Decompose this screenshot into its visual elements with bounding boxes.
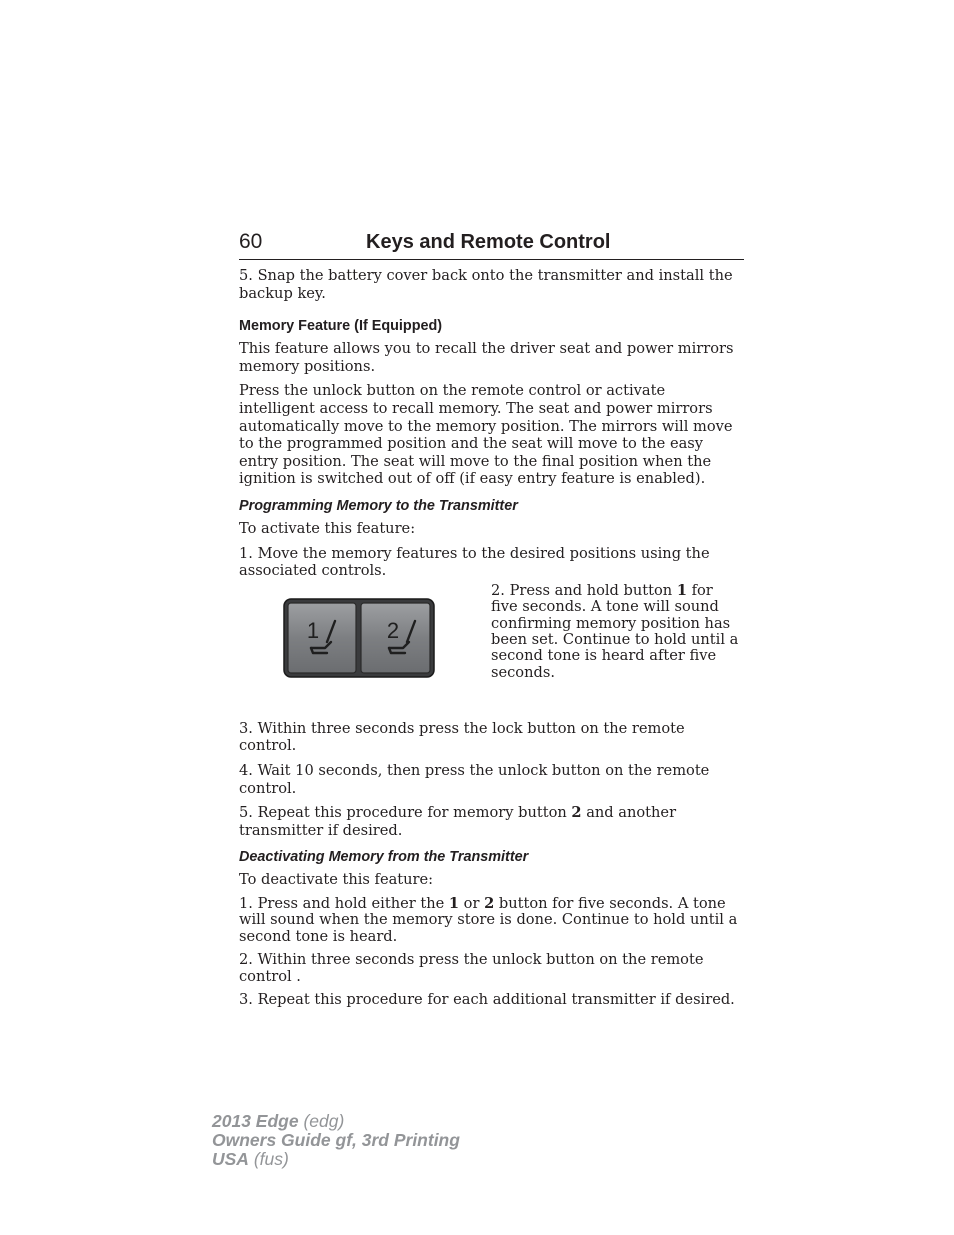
programming-step-2-button-number: 1 <box>676 581 687 599</box>
deactivating-step-1-or: or <box>459 894 485 912</box>
deactivating-step-3: 3. Repeat this procedure for each additional transmitter if desired. <box>239 990 735 1008</box>
programming-figure-row <box>239 580 744 714</box>
deactivating-step-1 <box>239 896 744 946</box>
memory-button-1-label: 1 <box>306 617 320 643</box>
programming-step-5-text-rest: and another transmitter if desired. <box>239 804 677 839</box>
programming-step-2 <box>491 583 743 681</box>
programming-intro: To activate this feature: <box>239 519 416 537</box>
footer-market: USA <box>212 1149 249 1169</box>
memory-buttons-figure <box>283 598 435 678</box>
programming-step-5-text: 5. Repeat this procedure for memory button <box>239 804 572 822</box>
deactivating-step-2: 2. Within three seconds press the unlock button on the remote control . <box>239 950 704 986</box>
memory-feature-paragraph-1: This feature allows you to recall the driver seat and power mirrors memory positions. <box>239 340 734 375</box>
memory-feature-paragraph-2: Press the unlock button on the remote control or activate intelligent access to recall memory. The seat and power mirrors automatically move to the memory position. The mirrors will move to the programmed position and the seat will move to the easy entry position. The seat will move to the final position when the ignition is switched out of off (if easy entry feature is enabled). <box>239 382 733 488</box>
deactivating-step-1-button-1: 1 <box>448 894 460 912</box>
programming-step-5-button-number: 2 <box>571 804 582 822</box>
deactivating-step-1-button-2: 2 <box>484 894 495 912</box>
memory-feature-heading: Memory Feature (If Equipped) <box>239 318 443 335</box>
page-title: Keys and Remote Control <box>366 231 611 253</box>
memory-button-2-label: 2 <box>386 617 400 643</box>
footer-line-model <box>212 1112 460 1131</box>
page-footer <box>212 1112 460 1169</box>
memory-button-1 <box>288 603 356 673</box>
page-header <box>239 229 744 260</box>
footer-guide: Owners Guide gf, 3rd Printing <box>212 1130 460 1150</box>
programming-heading: Programming Memory to the Transmitter <box>239 497 518 514</box>
page-number: 60 <box>239 230 263 253</box>
deactivating-step-1-text: 1. Press and hold either the <box>239 894 449 912</box>
memory-button-2 <box>361 603 430 673</box>
deactivating-heading: Deactivating Memory from the Transmitter <box>239 849 529 866</box>
footer-market-code: (fus) <box>248 1149 289 1169</box>
programming-step-1: 1. Move the memory features to the desired positions using the associated controls. <box>239 544 710 580</box>
footer-model-code: (edg) <box>298 1111 345 1131</box>
programming-step-3: 3. Within three seconds press the lock button on the remote control. <box>239 719 685 755</box>
footer-line-market <box>212 1150 460 1169</box>
programming-step-5 <box>239 804 744 839</box>
footer-line-guide <box>212 1131 460 1150</box>
programming-step-4: 4. Wait 10 seconds, then press the unlock button on the remote control. <box>239 761 710 797</box>
programming-step-2-text-rest: for five seconds. A tone will sound confirming memory position has been set. Continue to hold until a second tone is heard after five seconds. <box>491 581 739 681</box>
programming-step-2-text: 2. Press and hold button <box>491 581 677 599</box>
deactivating-intro: To deactivate this feature: <box>239 871 434 889</box>
deactivating-step-1-text-rest: button for five seconds. A tone will sound when the memory store is done. Continue to hold until a second tone is heard. <box>239 894 738 946</box>
footer-model: 2013 Edge <box>212 1111 299 1131</box>
page-content <box>239 267 744 1008</box>
battery-step-5: 5. Snap the battery cover back onto the transmitter and install the backup key. <box>239 267 733 302</box>
